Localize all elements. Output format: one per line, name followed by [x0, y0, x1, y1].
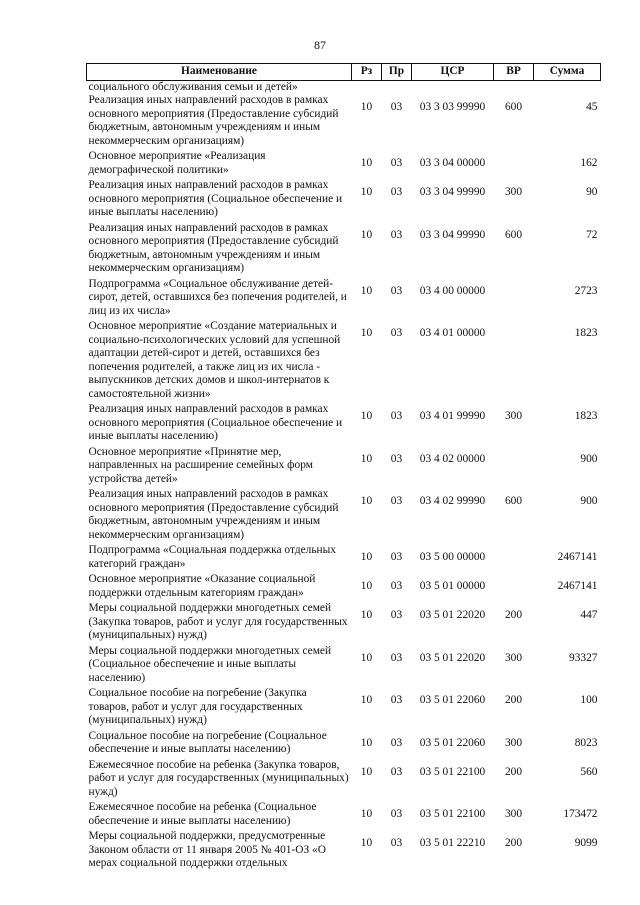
cell-sum: 447: [580, 609, 598, 621]
cell-vr: [494, 544, 534, 573]
cell-csr: 03 3 04 99990: [419, 228, 486, 241]
cell-vr: 300: [504, 736, 523, 749]
cell-vr: 600: [504, 101, 523, 113]
cell-name: Основное мероприятие «Оказание социальной поддержки отдельным категориям граждан»: [88, 573, 316, 599]
cell-csr: 03 5 00 00000: [419, 551, 486, 563]
header-rz: Рз: [352, 64, 382, 81]
cell-rz: 10: [360, 186, 373, 198]
cell-pr: 03: [390, 327, 403, 339]
cell-pr: 03: [390, 452, 403, 465]
budget-table: [86, 63, 601, 873]
table-body: [87, 80, 601, 873]
cell-sum: 90: [586, 186, 598, 198]
continuation-row: [87, 80, 601, 94]
cell-pr: 03: [390, 651, 403, 664]
cell-rz: 10: [360, 808, 373, 820]
cell-sum: 93327: [569, 651, 598, 664]
table-row: [87, 278, 601, 321]
cell-name: Основное мероприятие «Реализация демографической политики»: [88, 150, 266, 176]
cell-csr: 03 4 02 00000: [419, 452, 486, 465]
cell-sum: 45: [586, 101, 598, 113]
cell-csr: 03 5 01 22060: [419, 694, 486, 706]
table-row: [87, 801, 601, 830]
cell-vr: 200: [504, 694, 523, 706]
cell-pr: 03: [390, 284, 403, 297]
cell-rz: 10: [360, 228, 373, 241]
cell-rz: 10: [360, 609, 373, 621]
cell-pr: 03: [390, 410, 403, 422]
cell-csr: 03 5 01 22100: [419, 765, 486, 778]
cell-pr: 03: [390, 228, 403, 241]
table-row: [87, 730, 601, 759]
cell-sum: 560: [580, 765, 598, 778]
cell-sum: 173472: [563, 808, 598, 820]
cell-pr: 03: [390, 186, 403, 198]
cell-name: Подпрограмма «Социальная поддержка отдельных категорий граждан»: [88, 544, 336, 570]
cell-name: Реализация иных направлений расходов в рамках основного мероприятия (Социальное обеспечение и иные выплаты населению): [88, 403, 343, 442]
cell-sum: 72: [586, 228, 598, 241]
cell-vr: [494, 320, 534, 403]
cell-csr: 03 4 01 99990: [419, 410, 486, 422]
cell-csr: 03 5 01 22020: [419, 609, 486, 621]
table-row: [87, 446, 601, 489]
cell-name: Основное мероприятие «Принятие мер, направленных на расширение семейных форм устройства детей»: [88, 445, 313, 485]
cell-name: Меры социальной поддержки многодетных семей (Закупка товаров, работ и услуг для государственных (муниципальных) нужд): [88, 602, 348, 641]
cell-name: Реализация иных направлений расходов в рамках основного мероприятия (Предоставление субсидий бюджетным, автономным учреждениям и иным некоммерческим организациям): [88, 488, 339, 541]
cell-sum: 900: [580, 452, 598, 465]
cell-name: Социальное пособие на погребение (Закупка товаров, работ и услуг для государственных (муниципальных) нужд): [88, 687, 307, 726]
page-number: 87: [314, 38, 326, 52]
cell-rz: 10: [360, 551, 373, 563]
cell-rz: 10: [360, 101, 373, 113]
cell-csr: 03 4 00 00000: [419, 284, 486, 297]
cell-vr: 600: [504, 228, 523, 241]
header-vr: ВР: [494, 64, 534, 81]
cell-rz: 10: [360, 495, 373, 507]
cell-name: Реализация иных направлений расходов в рамках основного мероприятия (Социальное обеспечение и иные выплаты населению): [88, 179, 343, 218]
cell-vr: 200: [504, 609, 523, 621]
cell-name: Социальное пособие на погребение (Социальное обеспечение и иные выплаты населению): [88, 729, 327, 755]
cell-sum: 1823: [574, 327, 598, 339]
continuation-text: социального обслуживания семьи и детей»: [88, 80, 298, 93]
table-row: [87, 150, 601, 179]
table-row: [87, 830, 601, 873]
cell-csr: 03 5 01 22100: [419, 808, 486, 820]
cell-pr: 03: [390, 765, 403, 778]
cell-pr: 03: [390, 580, 403, 592]
cell-vr: [494, 278, 534, 321]
cell-pr: 03: [390, 736, 403, 749]
cell-pr: 03: [390, 609, 403, 621]
cell-csr: 03 3 03 99990: [419, 101, 486, 113]
table-row: [87, 179, 601, 222]
cell-pr: 03: [390, 495, 403, 507]
cell-vr: 200: [504, 837, 523, 849]
cell-csr: 03 3 04 99990: [419, 186, 486, 198]
cell-name: Ежемесячное пособие на ребенка (Закупка товаров, работ и услуг для государственных (муниципальных) нужд): [88, 758, 349, 798]
table-row: [87, 687, 601, 730]
cell-sum: 900: [580, 495, 598, 507]
cell-pr: 03: [390, 808, 403, 820]
cell-vr: 300: [504, 186, 523, 198]
cell-vr: 600: [504, 495, 523, 507]
cell-sum: 8023: [574, 736, 598, 749]
header-name: Наименование: [87, 64, 352, 81]
cell-sum: 100: [580, 694, 598, 706]
cell-csr: 03 5 01 22020: [419, 651, 486, 664]
cell-rz: 10: [360, 327, 373, 339]
cell-name: Основное мероприятие «Создание материальных и социально-психологических условий для успешной адаптации детей-сирот и детей, оставшихся без попечения родителей, а также лиц из их числа - выпускников детских домов и школ-интернатов к самостоятельной жизни»: [88, 320, 341, 400]
cell-pr: 03: [390, 551, 403, 563]
cell-vr: 300: [504, 651, 523, 664]
cell-name: Ежемесячное пособие на ребенка (Социальное обеспечение и иные выплаты населению): [88, 801, 317, 827]
cell-pr: 03: [390, 101, 403, 113]
table-row: [87, 602, 601, 645]
cell-rz: 10: [360, 651, 373, 664]
cell-pr: 03: [390, 837, 403, 849]
cell-rz: 10: [360, 694, 373, 706]
cell-rz: 10: [360, 452, 373, 465]
cell-csr: 03 4 01 00000: [419, 327, 486, 339]
cell-rz: 10: [360, 157, 373, 169]
cell-csr: 03 5 01 00000: [419, 580, 486, 592]
cell-pr: 03: [390, 694, 403, 706]
cell-name: Меры социальной поддержки, предусмотренные Законом области от 11 января 2005 № 401-ОЗ «О мерах социальной поддержки отдельных: [88, 830, 326, 869]
cell-vr: [494, 573, 534, 602]
table-row: [87, 403, 601, 446]
cell-vr: [494, 150, 534, 179]
table-row: [87, 222, 601, 278]
cell-rz: 10: [360, 580, 373, 592]
cell-vr: 300: [504, 808, 523, 820]
cell-csr: 03 4 02 99990: [419, 495, 486, 507]
cell-vr: 200: [504, 765, 523, 778]
cell-rz: 10: [360, 410, 373, 422]
table-row: [87, 759, 601, 802]
cell-sum: 2723: [574, 284, 598, 297]
cell-csr: 03 3 04 00000: [419, 157, 486, 169]
cell-name: Реализация иных направлений расходов в рамках основного мероприятия (Предоставление субсидий бюджетным, автономным учреждениям и иным некоммерческим организациям): [88, 221, 339, 274]
header-csr: ЦСР: [412, 64, 494, 81]
cell-name: Реализация иных направлений расходов в рамках основного мероприятия (Предоставление субсидий бюджетным, автономным учреждениям и иным некоммерческим организациям): [88, 94, 339, 147]
cell-name: Подпрограмма «Социальное обслуживание детей-сирот, детей, оставшихся без попечения родителей, и лиц из их числа»: [88, 277, 347, 317]
cell-vr: [494, 446, 534, 489]
cell-rz: 10: [360, 765, 373, 778]
table-header-row: [87, 64, 601, 81]
table-row: [87, 320, 601, 403]
header-sum: Сумма: [534, 64, 601, 81]
cell-sum: 1823: [574, 410, 598, 422]
cell-rz: 10: [360, 837, 373, 849]
cell-sum: 162: [580, 157, 598, 169]
cell-csr: 03 5 01 22060: [419, 736, 486, 749]
cell-rz: 10: [360, 736, 373, 749]
cell-rz: 10: [360, 284, 373, 297]
table-row: [87, 94, 601, 150]
cell-name: Меры социальной поддержки многодетных семей (Социальное обеспечение и иные выплаты населению): [88, 644, 332, 684]
table-row: [87, 645, 601, 688]
cell-sum: 2467141: [557, 580, 598, 592]
table-row: [87, 544, 601, 573]
cell-sum: 2467141: [557, 551, 598, 563]
table-row: [87, 573, 601, 602]
cell-csr: 03 5 01 22210: [419, 837, 486, 849]
header-pr: Пр: [382, 64, 412, 81]
cell-pr: 03: [390, 157, 403, 169]
cell-sum: 9099: [574, 837, 598, 849]
cell-vr: 300: [504, 410, 523, 422]
table-row: [87, 488, 601, 544]
